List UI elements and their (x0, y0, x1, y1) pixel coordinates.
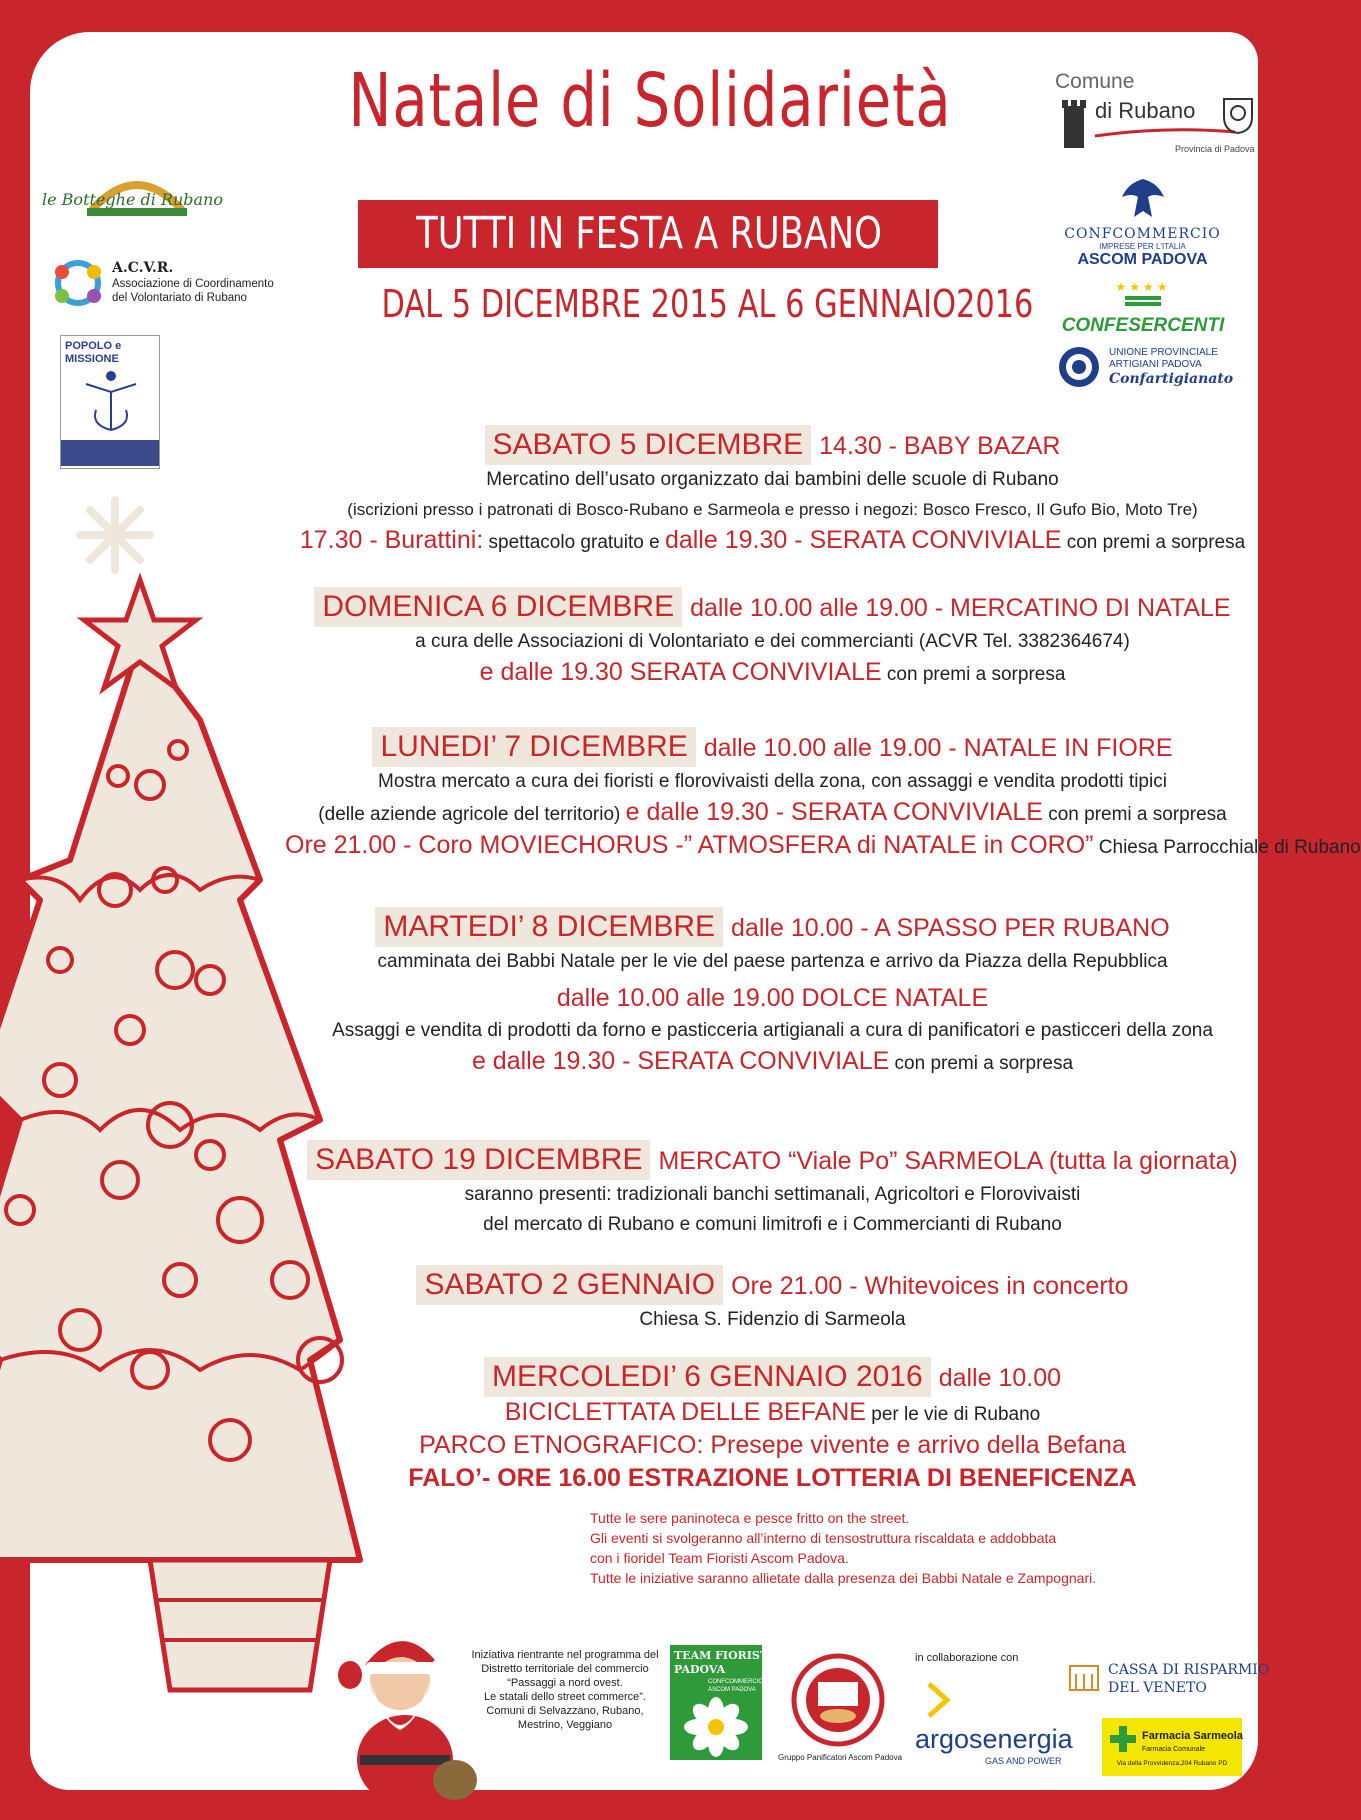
event-red-text: BICICLETTATA DELLE BEFANE (504, 1398, 866, 1426)
event-day: SABATO 5 DICEMBRE (485, 425, 812, 465)
event-red-text: Ore 21.00 - Coro MOVIECHORUS -” ATMOSFERA di NATALE in CORO” (285, 831, 1094, 859)
logo-cassa-risparmio (1068, 1662, 1270, 1706)
comune-sub: Provincia di Padova (1175, 144, 1255, 154)
event-head: Ore 21.00 - Whitevoices in concerto (731, 1272, 1129, 1300)
event-head: MERCATO “Viale Po” SARMEOLA (tutta la giornata) (658, 1147, 1238, 1175)
program-line: Distretto territoriale del commercio (481, 1663, 649, 1675)
panificatori-seal-icon (790, 1652, 886, 1748)
event-line (285, 1046, 1260, 1079)
confcommercio-text: CONFCOMMERCIO (1064, 226, 1221, 242)
event-line: camminata dei Babbi Natale per le vie del paese partenza e arrivo da Piazza della Repubblica (377, 951, 1168, 972)
event-red-text: FALO’- ORE 16.00 ESTRAZIONE LOTTERIA DI BENEFICENZA (408, 1464, 1137, 1492)
event-sabato-19 (285, 1140, 1260, 1240)
event-line (285, 1463, 1260, 1496)
logo-botteghe-rubano (42, 160, 224, 230)
note-line: Tutte le iniziative saranno allietate dalla presenza dei Babbi Natale e Zampognari. (590, 1570, 1097, 1586)
popolo-bottom-band (61, 440, 159, 466)
event-text: con premi a sorpresa (1061, 532, 1246, 553)
event-line: del mercato di Rubano e comuni limitrofi e i Commercianti di Rubano (483, 1214, 1062, 1235)
event-head: 14.30 - BABY BAZAR (819, 432, 1061, 460)
event-day: MERCOLEDI’ 6 GENNAIO 2016 (484, 1357, 931, 1397)
event-line: Mercatino dell’usato organizzato dai bambini delle scuole di Rubano (486, 469, 1059, 490)
farmacia-line2: Via della Provvidenza,204 Rubano PD (1116, 1760, 1228, 1767)
event-red-text: PARCO ETNOGRAFICO: Presepe vivente e arrivo della Befana (419, 1431, 1126, 1459)
subtitle-text: TUTTI IN FESTA A RUBANO (416, 208, 882, 259)
event-sabato-2-gennaio (285, 1265, 1260, 1335)
team-fioristi-line3: CONFCOMMERCIO (708, 1679, 763, 1685)
upa-seal-icon (1057, 345, 1101, 389)
cassa-building-icon (1068, 1662, 1100, 1692)
event-head: dalle 10.00 (938, 1364, 1062, 1392)
argos-chevron-icon (925, 1680, 955, 1720)
farmacia-line1: Farmacia Comunale (1142, 1746, 1206, 1753)
acvr-people-icon (50, 258, 106, 308)
event-red-text: e dalle 19.30 - SERATA CONVIVIALE (625, 798, 1043, 826)
team-fioristi-line1: TEAM FIORISTI (674, 1649, 774, 1662)
event-day: SABATO 19 DICEMBRE (307, 1140, 650, 1180)
upa-line2: ARTIGIANI PADOVA (1109, 359, 1202, 370)
event-day: MARTEDI’ 8 DICEMBRE (375, 907, 723, 947)
event-line: Assaggi e vendita di prodotti da forno e pasticceria artigianali a cura di panificatori e pasticceri della zona (332, 1020, 1213, 1041)
comune-line2: di Rubano (1095, 98, 1196, 123)
team-fioristi-line4: ASCOM PADOVA (708, 1687, 756, 1693)
farmacia-title: Farmacia Sarmeola (1142, 1730, 1243, 1742)
logo-popolo-missione (60, 335, 160, 469)
acvr-line2: del Volontariato di Rubano (112, 292, 247, 304)
date-range (300, 282, 1034, 326)
program-line: “Passaggi a nord ovest. (507, 1677, 623, 1689)
event-red-text: dalle 10.00 alle 19.00 DOLCE NATALE (556, 984, 989, 1012)
confesercenti-text: CONFESERCENTI (1061, 315, 1225, 336)
event-day: DOMENICA 6 DICEMBRE (314, 587, 682, 627)
logo-upa-confartigianato (1057, 345, 1257, 395)
event-line (285, 830, 1361, 863)
notes-block (590, 1508, 1096, 1588)
event-line: Chiesa S. Fidenzio di Sarmeola (639, 1309, 906, 1330)
event-line: a cura delle Associazioni di Volontariato e dei commercianti (ACVR Tel. 3382364674) (415, 631, 1130, 652)
program-line: Iniziativa rientrante nel programma del (471, 1649, 659, 1661)
event-head: dalle 10.00 - A SPASSO PER RUBANO (731, 914, 1170, 942)
event-day: SABATO 2 GENNAIO (416, 1265, 723, 1305)
logo-comune-rubano (1055, 70, 1265, 160)
program-line: Le statali dello street commerce”. (483, 1691, 646, 1703)
argos-sub: GAS AND POWER (985, 1756, 1062, 1766)
logo-confcommercio (1055, 175, 1230, 275)
program-line: Comuni di Selvazzano, Rubano, (486, 1705, 644, 1717)
event-line: Mostra mercato a cura dei fioristi e florovivaisti della zona, con assaggi e vendita prodotti tipici (378, 771, 1167, 792)
event-line (285, 657, 1260, 690)
daisy-icon (676, 1697, 756, 1755)
event-text: Chiesa Parrocchiale di Rubano (1093, 837, 1361, 858)
event-line (285, 983, 1260, 1016)
program-line: Mestrino, Veggiano (517, 1719, 613, 1731)
event-martedi-8 (285, 907, 1260, 1079)
event-head: dalle 10.00 alle 19.00 - NATALE IN FIORE (703, 734, 1173, 762)
tower-icon (1060, 98, 1088, 148)
confcommercio-sub: IMPRESE PER L'ITALIA (1099, 242, 1186, 251)
event-line: (iscrizioni presso i patronati di Bosco-Rubano e Sarmeola e presso i negozi: Bosco Fresco, Il Gufo Bio, Moto Tre) (347, 500, 1198, 519)
logo-team-fioristi (670, 1645, 774, 1760)
event-line (285, 797, 1260, 830)
note-line: Gli eventi si svolgeranno all’interno di tensostruttura riscaldata e addobbata (590, 1530, 1057, 1546)
page-title: Natale di Solidarietà (348, 58, 952, 144)
note-line: con i fioridel Team Fioristi Ascom Padova. (590, 1550, 849, 1566)
event-line (285, 1397, 1260, 1430)
event-mercoledi-6-gennaio (285, 1357, 1260, 1496)
event-lunedi-7 (285, 727, 1361, 863)
upa-line3: Confartigianato (1109, 371, 1234, 387)
santa-claus-illustration (330, 1620, 480, 1810)
event-text: con premi a sorpresa (881, 664, 1066, 685)
popolo-figure-icon (81, 370, 141, 440)
argos-text: argosenergia (915, 1724, 1073, 1754)
acvr-line1: Associazione di Coordinamento (112, 278, 274, 290)
coat-of-arms-icon (1220, 95, 1256, 135)
upa-line1: UNIONE PROVINCIALE (1109, 347, 1218, 358)
event-text: spettacolo gratuito e (483, 532, 665, 553)
date-range-text: DAL 5 DICEMBRE 2015 AL 6 GENNAIO2016 (381, 282, 1034, 326)
event-text: (delle aziende agricole del territorio) (318, 804, 626, 825)
logo-panificatori (778, 1652, 903, 1767)
event-red-text: e dalle 19.30 SERATA CONVIVIALE (479, 658, 882, 686)
eagle-icon (1118, 175, 1168, 221)
event-red-text: e dalle 19.30 - SERATA CONVIVIALE (471, 1047, 890, 1075)
event-line (285, 1430, 1260, 1463)
event-text: con premi a sorpresa (889, 1053, 1074, 1074)
event-text: per le vie di Rubano (865, 1404, 1041, 1425)
logo-farmacia-sarmeola (1102, 1718, 1242, 1776)
event-red-text: dalle 19.30 - SERATA CONVIVIALE (664, 526, 1062, 554)
event-sabato-5 (285, 425, 1260, 558)
ascom-text: ASCOM PADOVA (1077, 251, 1208, 268)
acvr-title: A.C.V.R. (112, 260, 174, 276)
comune-line1: Comune (1055, 70, 1135, 93)
panificatori-text: Gruppo Panificatori Ascom Padova (778, 1753, 903, 1762)
team-fioristi-line2: PADOVA (674, 1663, 726, 1676)
event-text: con premi a sorpresa (1042, 804, 1227, 825)
popolo-line2: MISSIONE (65, 353, 119, 365)
popolo-line1: POPOLO e (65, 340, 122, 352)
logo-acvr (50, 258, 300, 318)
botteghe-text: le Botteghe di Rubano (42, 190, 224, 209)
event-line (285, 525, 1260, 558)
event-red-text: 17.30 - Burattini: (299, 526, 484, 554)
cassa-line2: DEL VENETO (1108, 1680, 1207, 1696)
pharmacy-cross-icon (1108, 1724, 1138, 1754)
event-head: dalle 10.00 alle 19.00 - MERCATINO DI NATALE (690, 594, 1231, 622)
comune-red-line (1095, 128, 1235, 138)
event-domenica-6 (285, 587, 1260, 690)
cassa-line1: CASSA DI RISPARMIO (1108, 1662, 1270, 1678)
subtitle-banner (358, 200, 938, 268)
logo-confesercenti (1058, 280, 1228, 335)
event-day: LUNEDI’ 7 DICEMBRE (372, 727, 695, 767)
event-line: saranno presenti: tradizionali banchi settimanali, Agricoltori e Florovivaisti (464, 1184, 1081, 1205)
confesercenti-mark-icon (1123, 294, 1163, 310)
program-text (465, 1648, 665, 1732)
eu-stars-icon: ★★★★ (1115, 280, 1171, 294)
collab-text: in collaborazione con (915, 1652, 1019, 1664)
note-line: Tutte le sere paninoteca e pesce fritto on the street. (590, 1510, 910, 1526)
